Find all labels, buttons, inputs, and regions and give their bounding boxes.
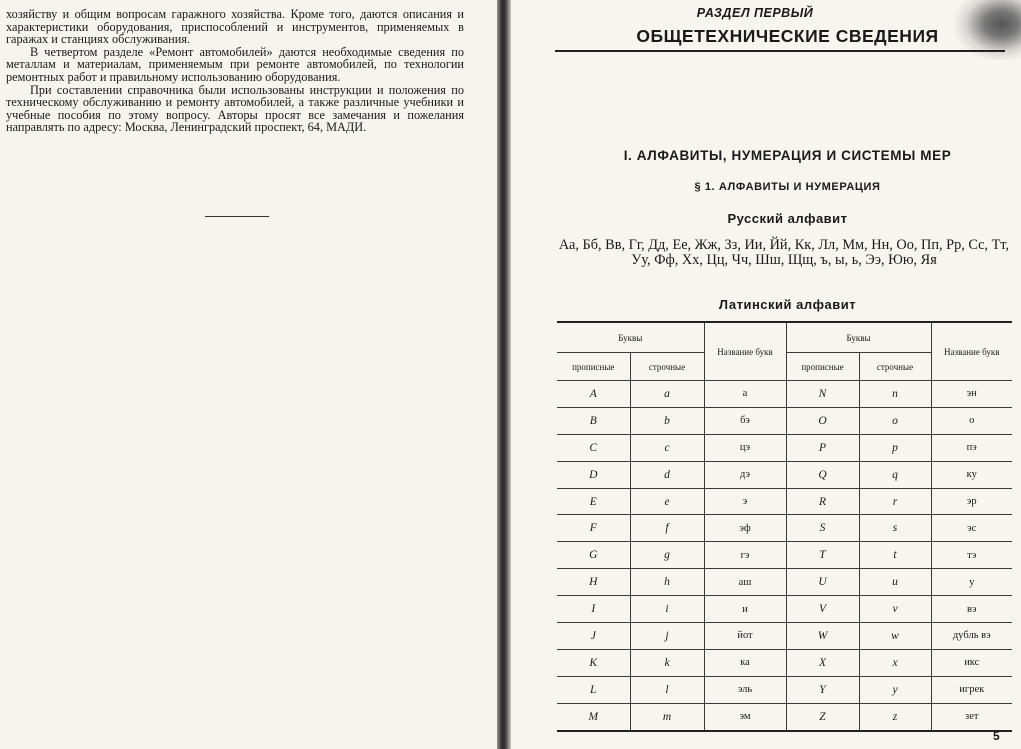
letter-name: пэ xyxy=(931,434,1012,461)
table-row xyxy=(557,623,1012,650)
letters-header-2: Буквы xyxy=(786,322,931,353)
uppercase-letter: Y xyxy=(786,676,859,703)
lowercase-letter: a xyxy=(630,381,704,408)
lowercase-letter: f xyxy=(630,515,704,542)
uppercase-header-2: прописные xyxy=(786,353,859,381)
uppercase-letter: K xyxy=(557,649,630,676)
table-row xyxy=(557,515,1012,542)
lowercase-letter: p xyxy=(859,434,931,461)
lowercase-letter: j xyxy=(630,623,704,650)
left-end-rule xyxy=(205,216,269,217)
lowercase-letter: g xyxy=(630,542,704,569)
page-number: 5 xyxy=(993,729,1000,743)
uppercase-letter: A xyxy=(557,381,630,408)
table-row xyxy=(557,461,1012,488)
letter-name: эм xyxy=(704,703,786,730)
lowercase-letter: h xyxy=(630,569,704,596)
uppercase-letter: G xyxy=(557,542,630,569)
lowercase-letter: d xyxy=(630,461,704,488)
table-row xyxy=(557,703,1012,730)
letter-name: и xyxy=(704,596,786,623)
lowercase-letter: w xyxy=(859,623,931,650)
russian-alphabet-heading: Русский алфавит xyxy=(727,211,848,226)
paragraph-heading: § 1. АЛФАВИТЫ И НУМЕРАЦИЯ xyxy=(694,181,881,193)
lowercase-letter: i xyxy=(630,596,704,623)
lowercase-letter: k xyxy=(630,649,704,676)
uppercase-letter: U xyxy=(786,569,859,596)
letter-name: эс xyxy=(931,515,1012,542)
uppercase-letter: Z xyxy=(786,703,859,730)
lowercase-letter: q xyxy=(859,461,931,488)
letter-name: о xyxy=(931,407,1012,434)
letter-name: цэ xyxy=(704,434,786,461)
chapter-title: I. АЛФАВИТЫ, НУМЕРАЦИЯ И СИСТЕМЫ МЕР xyxy=(623,148,952,163)
lowercase-letter: n xyxy=(859,381,931,408)
lowercase-letter: o xyxy=(859,407,931,434)
letter-name: дэ xyxy=(704,461,786,488)
letter-name: ка xyxy=(704,649,786,676)
letter-name: гэ xyxy=(704,542,786,569)
uppercase-letter: D xyxy=(557,461,630,488)
table-row xyxy=(557,407,1012,434)
letter-name: игрек xyxy=(931,676,1012,703)
lowercase-letter: c xyxy=(630,434,704,461)
letter-name: икс xyxy=(931,649,1012,676)
table-row xyxy=(557,569,1012,596)
lowercase-letter: y xyxy=(859,676,931,703)
letter-name: ку xyxy=(931,461,1012,488)
table-row xyxy=(557,381,1012,408)
book-gutter xyxy=(497,0,511,749)
letter-name: эр xyxy=(931,488,1012,515)
lowercase-header: строчные xyxy=(630,353,704,381)
table-row xyxy=(557,596,1012,623)
letter-name: йот xyxy=(704,623,786,650)
lowercase-letter: m xyxy=(630,703,704,730)
letters-header: Буквы xyxy=(557,322,704,353)
lowercase-letter: b xyxy=(630,407,704,434)
uppercase-letter: O xyxy=(786,407,859,434)
table-row xyxy=(557,542,1012,569)
letter-name-header-2: Название букв xyxy=(931,322,1012,381)
uppercase-header: прописные xyxy=(557,353,630,381)
letter-name: эн xyxy=(931,381,1012,408)
latin-alphabet-table xyxy=(557,321,1012,732)
letter-name: бэ xyxy=(704,407,786,434)
uppercase-letter: F xyxy=(557,515,630,542)
russian-alphabet: Аа, Бб, Вв, Гг, Дд, Ее, Жж, Зз, Ии, Йй, Кк, Лл, Мм, Нн, Оо, Пп, Рр, Сс, Тт, Уу, Фф, Хх, Цц, Чч, Шш, Щщ, ъ, ы, ь, Ээ, Юю, Яя xyxy=(558,237,1010,268)
letter-name: тэ xyxy=(931,542,1012,569)
lowercase-letter: v xyxy=(859,596,931,623)
uppercase-letter: Q xyxy=(786,461,859,488)
uppercase-letter: S xyxy=(786,515,859,542)
letter-name: а xyxy=(704,381,786,408)
letter-name: аш xyxy=(704,569,786,596)
left-paragraph-2: В четвертом разделе «Ремонт автомобилей» даются необходимые сведения по металлам и материалам, применяемым при ремонте автомобилей, по технологии ремонтных работ и правильному использованию оборудования. xyxy=(6,44,464,84)
lowercase-letter: z xyxy=(859,703,931,730)
lowercase-letter: u xyxy=(859,569,931,596)
uppercase-letter: W xyxy=(786,623,859,650)
table-row xyxy=(557,488,1012,515)
uppercase-letter: J xyxy=(557,623,630,650)
section-title: ОБЩЕТЕХНИЧЕСКИЕ СВЕДЕНИЯ xyxy=(636,26,939,46)
lowercase-letter: t xyxy=(859,542,931,569)
lowercase-letter: s xyxy=(859,515,931,542)
lowercase-letter: r xyxy=(859,488,931,515)
lowercase-header-2: строчные xyxy=(859,353,931,381)
table-row xyxy=(557,649,1012,676)
uppercase-letter: I xyxy=(557,596,630,623)
uppercase-letter: L xyxy=(557,676,630,703)
uppercase-letter: R xyxy=(786,488,859,515)
lowercase-letter: e xyxy=(630,488,704,515)
uppercase-letter: M xyxy=(557,703,630,730)
letter-name: зет xyxy=(931,703,1012,730)
lowercase-letter: x xyxy=(859,649,931,676)
left-page-text xyxy=(6,8,464,134)
letter-name: э xyxy=(704,488,786,515)
letter-name-header: Название букв xyxy=(704,322,786,381)
uppercase-letter: V xyxy=(786,596,859,623)
uppercase-letter: H xyxy=(557,569,630,596)
table-row xyxy=(557,676,1012,703)
left-paragraph-1: хозяйству и общим вопросам гаражного хозяйства. Кроме того, даются описания и характеристики оборудования, приспособлений и инструментов, применяемых в гаражах и станциях обслуживания. xyxy=(6,7,464,47)
table-row xyxy=(557,434,1012,461)
uppercase-letter: B xyxy=(557,407,630,434)
lowercase-letter: l xyxy=(630,676,704,703)
letter-name: эль xyxy=(704,676,786,703)
uppercase-letter: E xyxy=(557,488,630,515)
latin-table-body xyxy=(557,381,1012,731)
uppercase-letter: P xyxy=(786,434,859,461)
uppercase-letter: N xyxy=(786,381,859,408)
letter-name: у xyxy=(931,569,1012,596)
title-rule xyxy=(555,50,1005,52)
letter-name: дубль вэ xyxy=(931,623,1012,650)
letter-name: эф xyxy=(704,515,786,542)
uppercase-letter: T xyxy=(786,542,859,569)
left-paragraph-3: При составлении справочника были использованы инструкции и положения по техническому обслуживанию и ремонту автомобилей, а также различные учебники и учебные пособия по этому вопросу. Авторы просят все замечания и пожелания направлять по адресу: Москва, Ленинградский проспект, 64, МАДИ. xyxy=(6,82,464,135)
latin-alphabet-heading: Латинский алфавит xyxy=(718,297,857,312)
letter-name: вэ xyxy=(931,596,1012,623)
uppercase-letter: X xyxy=(786,649,859,676)
uppercase-letter: C xyxy=(557,434,630,461)
section-label: РАЗДЕЛ ПЕРВЫЙ xyxy=(696,6,814,20)
